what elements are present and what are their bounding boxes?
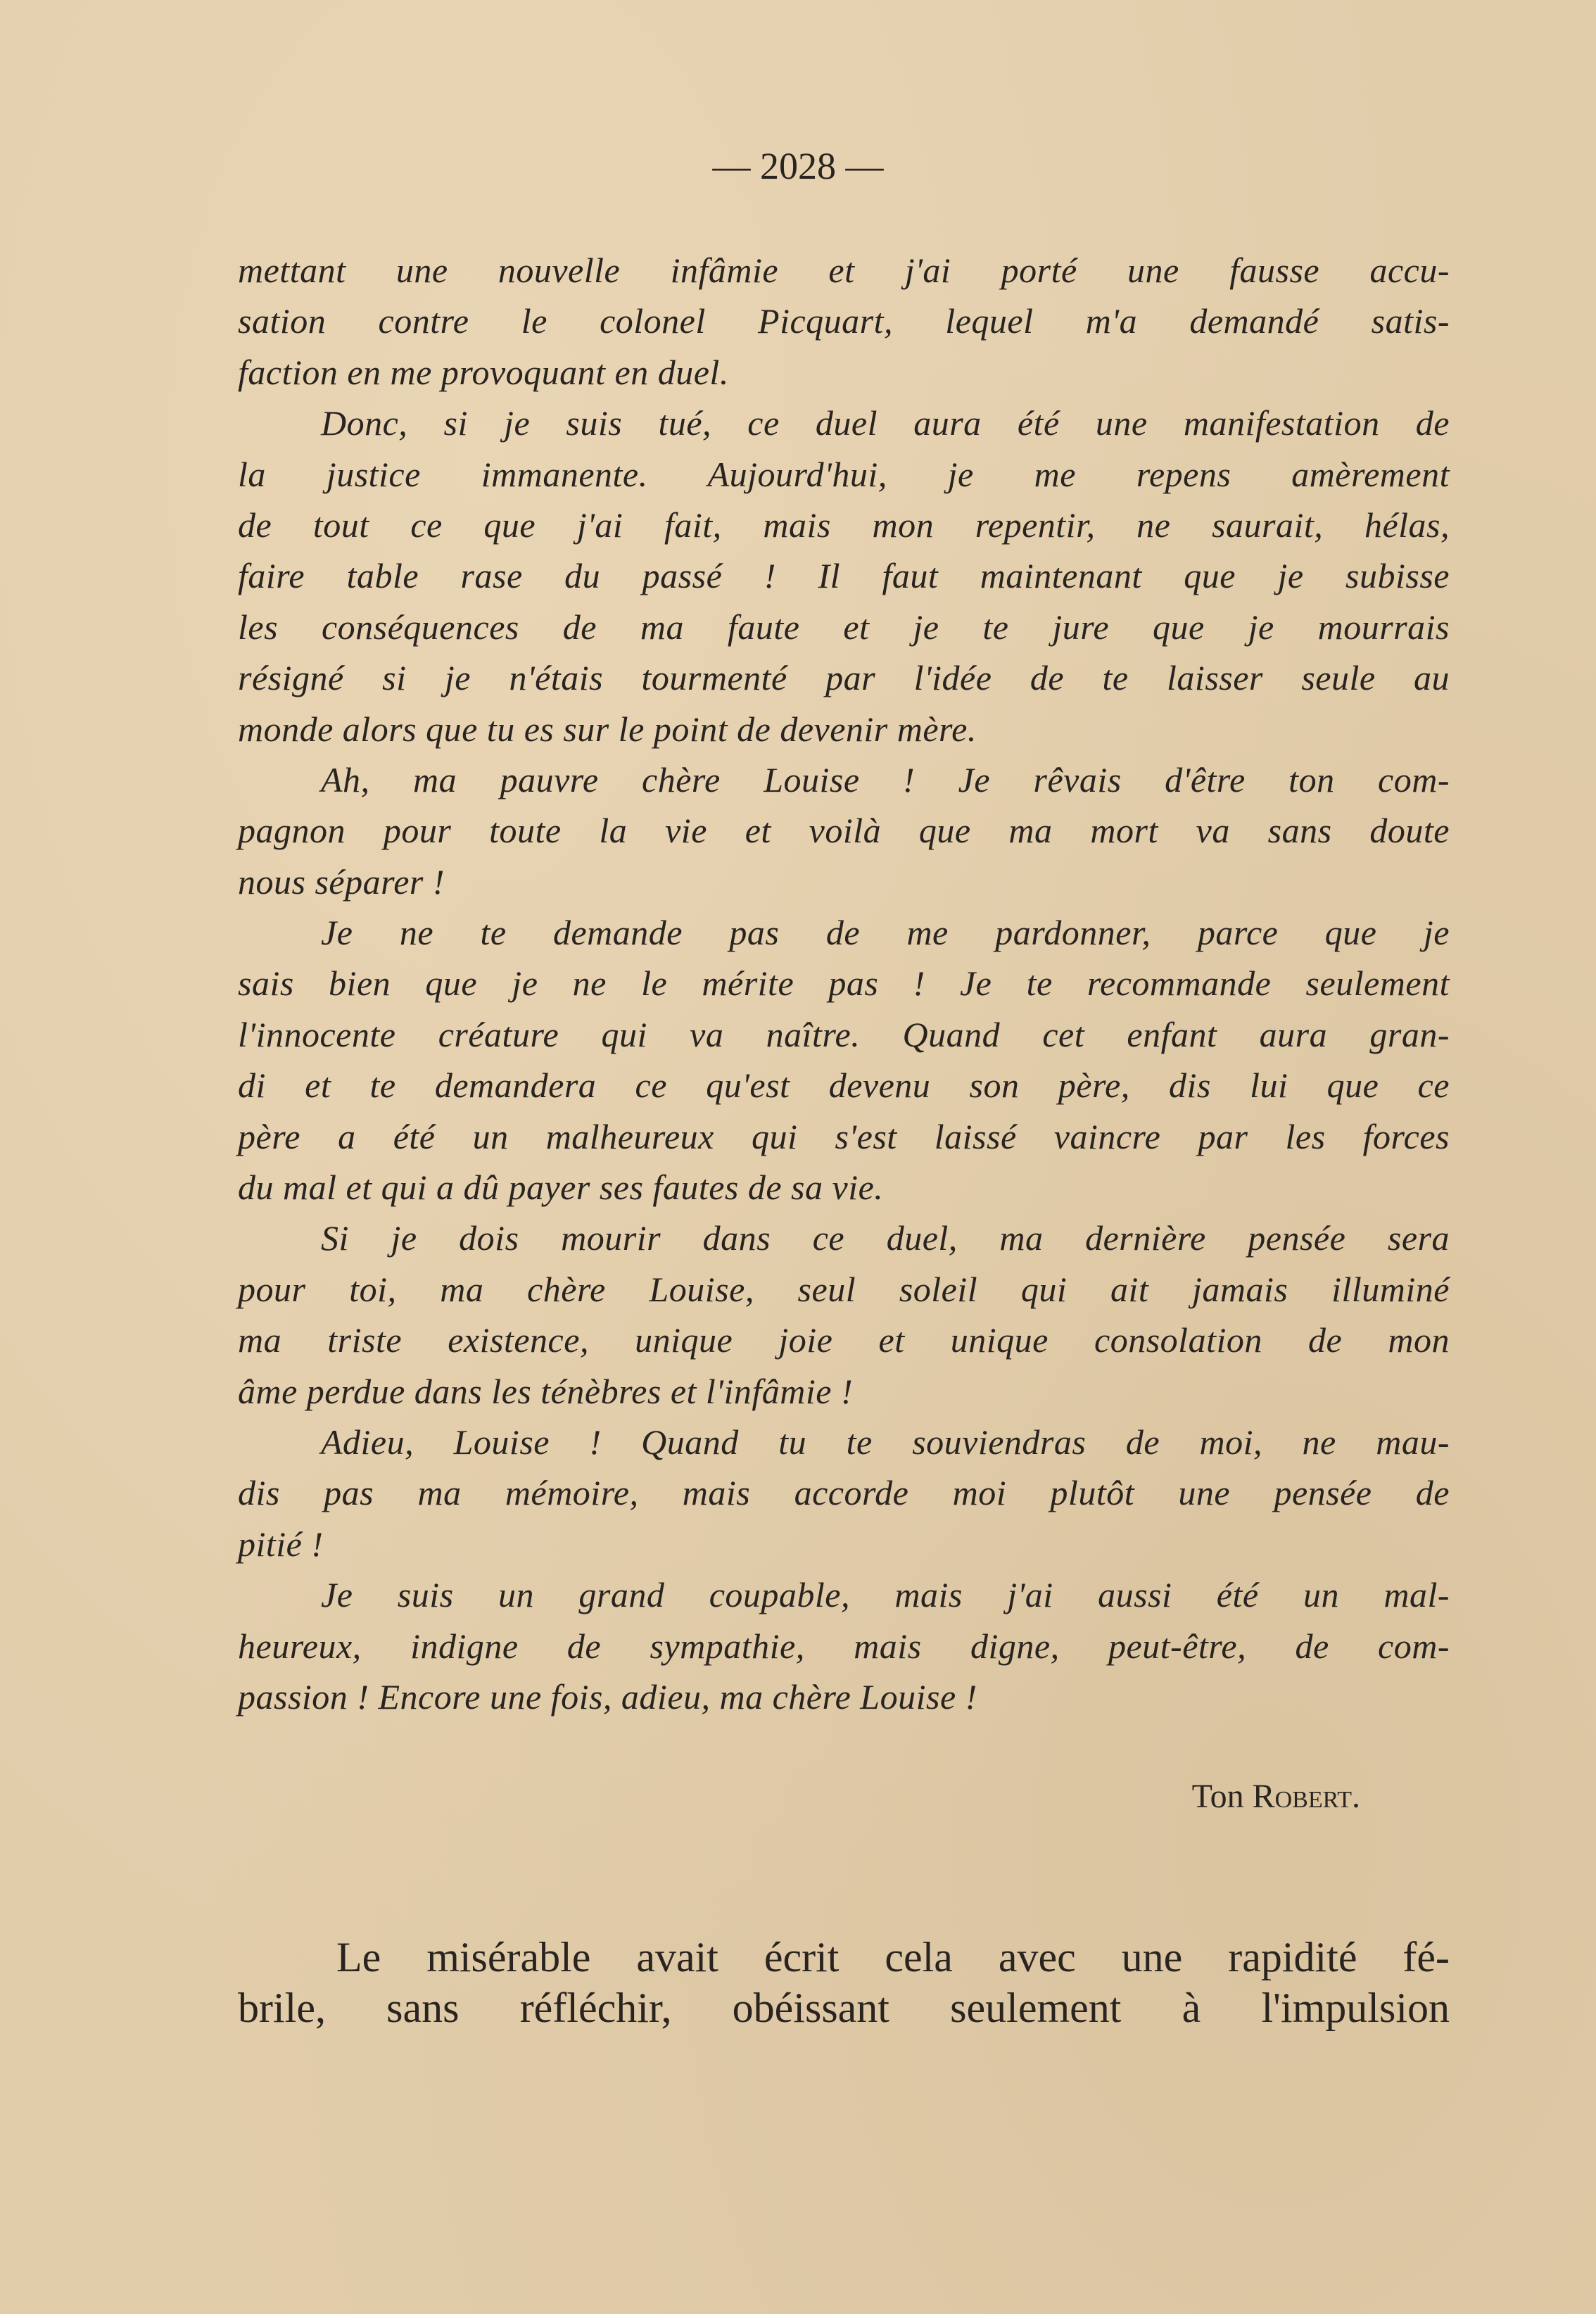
page-number: — 2028 — bbox=[712, 145, 884, 187]
letter-line: Si je dois mourir dans ce duel, ma dernière pensée sera bbox=[321, 1218, 1450, 1258]
letter-line: les conséquences de ma faute et je te jure que je mourrais bbox=[238, 607, 1450, 647]
letter-line: pour toi, ma chère Louise, seul soleil qui ait jamais illuminé bbox=[238, 1269, 1450, 1309]
letter-line: de tout ce que j'ai fait, mais mon repentir, ne saurait, hélas, bbox=[238, 505, 1450, 545]
letter-line: résigné si je n'étais tourmenté par l'idée de te laisser seule au bbox=[238, 658, 1450, 698]
letter-line: l'innocente créature qui va naître. Quand cet enfant aura gran- bbox=[238, 1014, 1450, 1054]
signature-name: Robert. bbox=[1252, 1778, 1360, 1815]
letter-line: père a été un malheureux qui s'est laissé vaincre par les forces bbox=[238, 1116, 1450, 1156]
letter-line: Donc, si je suis tué, ce duel aura été une manifestation de bbox=[321, 403, 1450, 443]
signature-prefix: Ton bbox=[1191, 1778, 1253, 1815]
letter-line: mettant une nouvelle infâmie et j'ai porté une fausse accu- bbox=[238, 251, 1450, 290]
letter-line: nous séparer ! bbox=[238, 861, 445, 902]
letter-line: du mal et qui a dû payer ses fautes de sa vie. bbox=[238, 1168, 884, 1208]
letter-line: monde alors que tu es sur le point de devenir mère. bbox=[238, 709, 977, 749]
letter-line: ma triste existence, unique joie et unique consolation de mon bbox=[238, 1320, 1450, 1360]
letter-line: Adieu, Louise ! Quand tu te souviendras de moi, ne mau- bbox=[321, 1422, 1450, 1462]
signature bbox=[1192, 1777, 1360, 1816]
letter-line: sais bien que je ne le mérite pas ! Je te recommande seulement bbox=[238, 963, 1450, 1004]
narrative-line: Le misérable avait écrit cela avec une rapidité fé- bbox=[336, 1934, 1450, 1980]
letter-line: dis pas ma mémoire, mais accorde moi plutôt une pensée de bbox=[238, 1473, 1450, 1513]
letter-line: sation contre le colonel Picquart, lequel m'a demandé satis- bbox=[238, 301, 1450, 341]
letter-line: passion ! Encore une fois, adieu, ma chère Louise ! bbox=[238, 1676, 977, 1716]
letter-line: heureux, indigne de sympathie, mais digne, peut-être, de com- bbox=[238, 1626, 1450, 1666]
letter-line: Je suis un grand coupable, mais j'ai aussi été un mal- bbox=[321, 1575, 1450, 1615]
letter-line: pitié ! bbox=[238, 1524, 324, 1564]
letter-line: faction en me provoquant en duel. bbox=[238, 352, 729, 392]
letter-line: Ah, ma pauvre chère Louise ! Je rêvais d'être ton com- bbox=[321, 759, 1450, 799]
narrative-paragraph bbox=[238, 1932, 1450, 2033]
letter-line: la justice immanente. Aujourd'hui, je me repens amèrement bbox=[238, 454, 1450, 494]
letter-line: faire table rase du passé ! Il faut maintenant que je subisse bbox=[238, 556, 1450, 596]
letter-line: pagnon pour toute la vie et voilà que ma mort va sans doute bbox=[238, 811, 1450, 851]
letter-line: di et te demandera ce qu'est devenu son père, dis lui que ce bbox=[238, 1066, 1450, 1106]
letter-line: Je ne te demande pas de me pardonner, parce que je bbox=[321, 913, 1450, 953]
letter-text bbox=[238, 245, 1450, 1722]
narrative-line: brile, sans réfléchir, obéissant seulement à l'impulsion bbox=[238, 1985, 1450, 2031]
letter-line: âme perdue dans les ténèbres et l'infâmie ! bbox=[238, 1371, 854, 1411]
